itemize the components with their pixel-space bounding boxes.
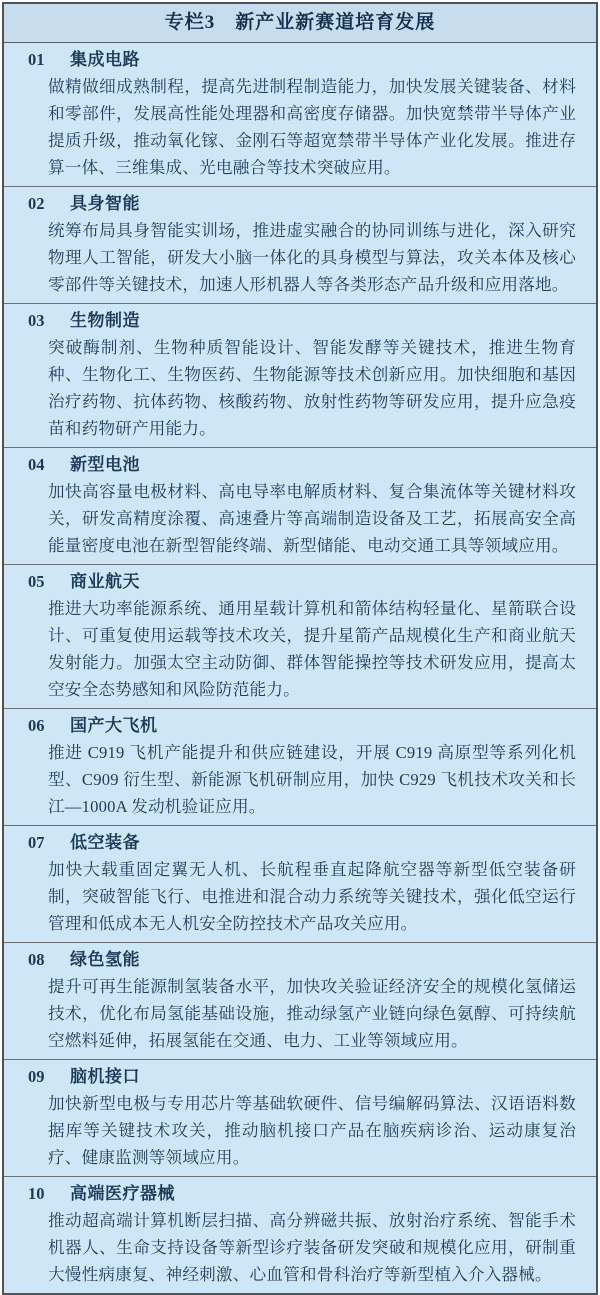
section-number: 07: [28, 833, 45, 852]
section-body: 做精做细成熟制程，提高先进制程制造能力，加快发展关键装备、材料和零部件，发展高性能处理器和高密度存储器。加快宽禁带半导体产业提质升级，推动氧化镓、金刚石等超宽禁带半导体产业化发展。推进存算一体、三维集成、光电融合等技术突破应用。: [48, 77, 576, 177]
section-header: [28, 568, 576, 595]
section-heading: 绿色氢能: [70, 950, 140, 969]
section-number: 10: [28, 1184, 45, 1203]
section-number: 05: [28, 572, 45, 591]
section-body: 加快高容量电极材料、高电导率电解质材料、复合集流体等关键材料攻关，研发高精度涂覆、高速叠片等高端制造设备及工艺，拓展高安全高能量密度电池在新型智能终端、新型储能、电动交通工具等领域应用。: [48, 482, 576, 555]
section-body: 推动超高端计算机断层扫描、高分辨磁共振、放射治疗系统、智能手术机器人、生命支持设备等新型诊疗装备研发突破和规模化应用，研制重大慢性病康复、神经刺激、心血管和骨科治疗等新型植入介入器械。: [48, 1211, 576, 1284]
section: [4, 708, 596, 825]
section-header: [28, 712, 576, 739]
section-heading: 生物制造: [70, 311, 140, 330]
section-number: 01: [28, 50, 45, 69]
section: [4, 564, 596, 708]
feature-box: [2, 2, 598, 1295]
section: [4, 303, 596, 447]
section: [4, 43, 596, 186]
section: [4, 942, 596, 1059]
section-body: 统筹布局具身智能实训场，推进虚实融合的协同训练与进化，深入研究物理人工智能，研发大小脑一体化的具身模型与算法，攻关本体及核心零部件等关键技术，加速人形机器人等各类形态产品升级和应用落地。: [48, 221, 576, 294]
section-number: 08: [28, 950, 45, 969]
section-heading: 具身智能: [70, 194, 140, 213]
section-body: 加快新型电极与专用芯片等基础软硬件、信号编解码算法、汉语语料数据库等关键技术攻关，推动脑机接口产品在脑疾病诊治、运动康复治疗、健康监测等领域应用。: [48, 1094, 576, 1167]
section-body: 推进 C919 飞机产能提升和供应链建设，开展 C919 高原型等系列化机型、C909 衍生型、新能源飞机研制应用，加快 C929 飞机技术攻关和长江—1000A 发动机验证应用。: [48, 743, 576, 816]
section: [4, 1176, 596, 1293]
section-body: 推进大功率能源系统、通用星载计算机和箭体结构轻量化、星箭联合设计、可重复使用运载等技术攻关，提升星箭产品规模化生产和商业航天发射能力。加强太空主动防御、群体智能操控等技术研发应用，提高太空安全态势感知和风险防范能力。: [48, 599, 576, 699]
section-heading: 国产大飞机: [70, 716, 158, 735]
section-heading: 新型电池: [70, 455, 140, 474]
section-header: [28, 190, 576, 217]
section: [4, 186, 596, 303]
section-heading: 低空装备: [70, 833, 140, 852]
section-number: 09: [28, 1067, 45, 1086]
section-body: 突破酶制剂、生物种质智能设计、智能发酵等关键技术，推进生物育种、生物化工、生物医药、生物能源等技术创新应用。加快细胞和基因治疗药物、抗体药物、核酸药物、放射性药物等研发应用，提升应急疫苗和药物研产用能力。: [48, 338, 576, 438]
section-body: 加快大载重固定翼无人机、长航程垂直起降航空器等新型低空装备研制，突破智能飞行、电推进和混合动力系统等关键技术，强化低空运行管理和低成本无人机安全防控技术产品攻关应用。: [48, 860, 576, 933]
section: [4, 1059, 596, 1176]
section-heading: 脑机接口: [70, 1067, 140, 1086]
section-number: 03: [28, 311, 45, 330]
section-header: [28, 1063, 576, 1090]
section-heading: 商业航天: [70, 572, 140, 591]
panel-title: 专栏3 新产业新赛道培育发展: [4, 4, 596, 43]
section: [4, 447, 596, 564]
section-header: [28, 1180, 576, 1207]
section-number: 02: [28, 194, 45, 213]
section-number: 04: [28, 455, 45, 474]
section-header: [28, 307, 576, 334]
section-header: [28, 451, 576, 478]
section: [4, 825, 596, 942]
section-body: 提升可再生能源制氢装备水平，加快攻关验证经济安全的规模化氢储运技术，优化布局氢能基础设施，推动绿氢产业链向绿色氨醇、可持续航空燃料延伸，拓展氢能在交通、电力、工业等领域应用。: [48, 977, 576, 1050]
section-header: [28, 46, 576, 73]
section-heading: 高端医疗器械: [70, 1184, 175, 1203]
section-header: [28, 946, 576, 973]
section-heading: 集成电路: [70, 50, 140, 69]
sections-list: [4, 43, 596, 1293]
section-header: [28, 829, 576, 856]
section-number: 06: [28, 716, 45, 735]
